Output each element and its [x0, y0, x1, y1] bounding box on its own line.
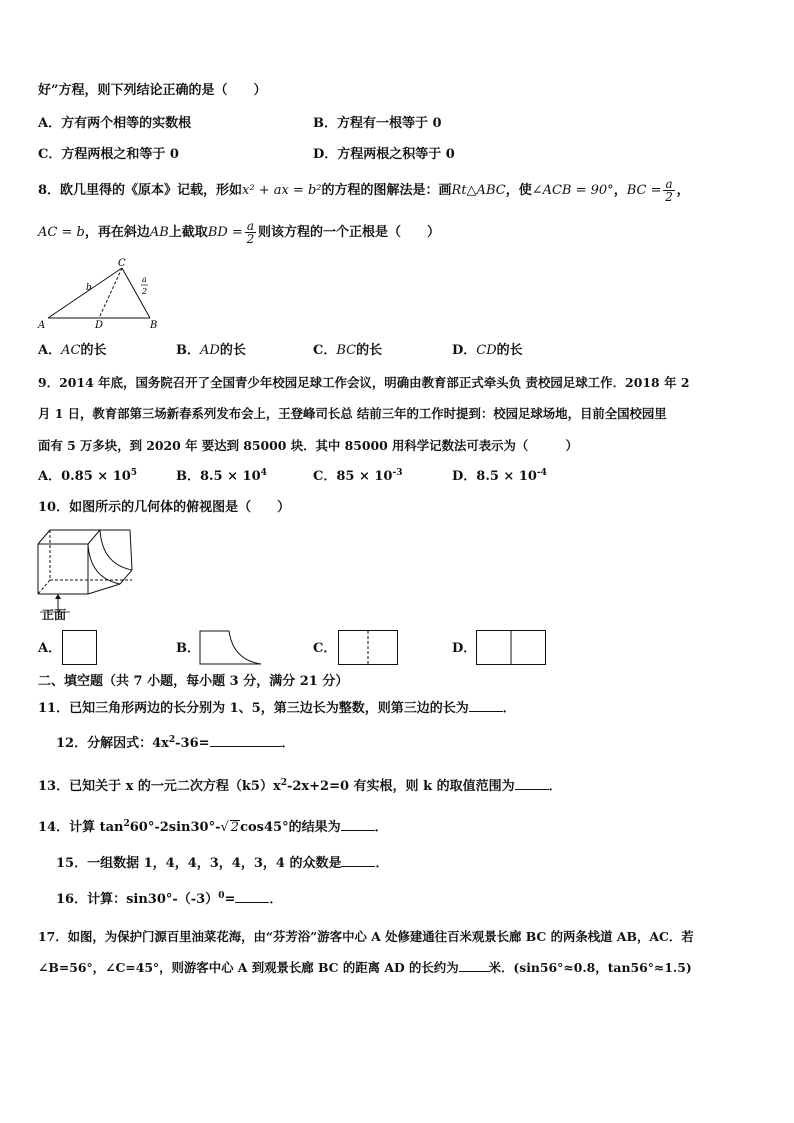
q8-fig-label-b: B	[150, 320, 158, 331]
q7-option-d: D．方程两根之积等于 0	[313, 147, 455, 162]
q10-option-c-label: C．	[313, 641, 337, 656]
q10-stem: 10．如图所示的几何体的俯视图是（ ）	[38, 500, 291, 515]
q14-sup: 2	[123, 819, 130, 829]
q11-text: 11．已知三角形两边的长分别为 1、5，第三边长为整数，则第三边的长为	[38, 701, 469, 716]
q10-option-b-label: B．	[176, 641, 200, 656]
q15	[56, 854, 388, 873]
q12-end: ．	[281, 736, 295, 751]
q16-text: 16．计算：sin30°-（-3）	[56, 892, 219, 907]
q12-sup: 2	[168, 735, 176, 745]
q16	[56, 890, 282, 909]
q16-answer-blank[interactable]	[235, 890, 269, 903]
q8-ac-eq: AC = b	[38, 225, 85, 240]
q14-pre: 14．计算 tan	[38, 820, 124, 835]
q9-opt-c-exp: -3	[392, 468, 403, 478]
q16-end: ．	[269, 892, 283, 907]
q8-opt-b-pre: B．	[176, 343, 200, 358]
q8-line2-take: 上截取	[168, 225, 208, 240]
q8-end1: ，	[676, 183, 690, 198]
q8-opt-c-var: BC	[336, 343, 357, 358]
q8-opt-b-var: AD	[200, 343, 220, 358]
q8-stem-mid: 的方程的图解法是：画	[321, 183, 452, 198]
q9-option-c	[313, 468, 402, 486]
q8-triangle: Rt△ABC	[451, 183, 506, 198]
q8-sep1: ，使	[505, 183, 532, 198]
q8-triangle-figure	[38, 258, 168, 332]
q14	[38, 818, 388, 837]
q9-opt-d-exp: -4	[536, 468, 547, 478]
q12	[56, 734, 295, 753]
q15-end: ．	[375, 856, 389, 871]
q11-answer-blank[interactable]	[469, 699, 503, 712]
q17-line2	[38, 959, 692, 977]
q8-fig-label-d: D	[95, 320, 104, 331]
q13-end: ．	[548, 779, 562, 794]
q9-line3: 面有 5 万多块，到 2020 年 要达到 85000 块．其中 85000 用科学记数法可表示为（ ）	[38, 438, 578, 453]
q8-stem-line2	[38, 220, 440, 246]
q9-opt-b-exp: 4	[260, 468, 267, 478]
q17-line1: 17．如图，为保护门源百里油菜花海，由“芬芳浴”游客中心 A 处修建通往百米观景长廊 BC 的两条栈道 AB，AC．若	[38, 929, 694, 944]
q17-answer-blank[interactable]	[459, 959, 489, 972]
radical-icon: √	[220, 820, 229, 835]
q10-option-b-figure	[199, 630, 265, 666]
q8-bd: BD =	[207, 225, 243, 240]
q10-option-a-figure	[62, 630, 98, 666]
q13-text: 13．已知关于 x 的一元二次方程（k5）x	[38, 779, 281, 794]
q14-answer-blank[interactable]	[341, 818, 375, 831]
q8-opt-a-post: 的长	[80, 343, 107, 358]
q8-option-a	[38, 342, 106, 360]
q8-option-b	[176, 342, 246, 360]
q8-opt-d-post: 的长	[496, 343, 523, 358]
q8-bc: BC =	[626, 183, 662, 198]
q8-opt-b-post: 的长	[219, 343, 246, 358]
q9-opt-b-base: B．8.5 × 10	[176, 469, 261, 484]
section-fill-in-heading: 二、填空题（共 7 小题，每小题 3 分，满分 21 分）	[38, 674, 349, 689]
q8-angle: ∠ACB = 90°	[531, 183, 614, 198]
q7-option-a: A．方有两个相等的实数根	[38, 116, 192, 131]
q9-line1: 9．2014 年底，国务院召开了全国青少年校园足球工作会议，明确由教育部正式牵头负 责校园足球工作．2018 年 2	[38, 375, 690, 390]
q13-rest: -2x+2=0 有实根，则 k 的取值范围为	[286, 779, 515, 794]
q8-fig-label-a: A	[38, 320, 46, 331]
q8-opt-c-post: 的长	[356, 343, 383, 358]
q14-root-value: 2	[230, 820, 240, 835]
q14-post: cos45°的结果为	[240, 820, 341, 835]
q8-fraction-bd	[245, 220, 256, 245]
q15-answer-blank[interactable]	[341, 854, 375, 867]
q13	[38, 777, 562, 796]
q7-option-c: C．方程两根之和等于 0	[38, 147, 179, 162]
q8-frac-den: 2	[665, 190, 673, 204]
q12-rest: -36=	[175, 736, 210, 751]
q8-option-d	[452, 342, 523, 360]
q8-opt-d-pre: D．	[452, 343, 477, 358]
q8-stem-start: 8．欧几里得的《原本》记载，形如	[38, 183, 243, 198]
q9-opt-a-exp: 5	[130, 468, 138, 478]
q8-stem-line1	[38, 178, 690, 204]
q14-mid: 60°-2sin30°-	[129, 820, 221, 835]
q14-end: ．	[374, 820, 388, 835]
q12-answer-blank[interactable]	[210, 734, 282, 747]
q7-stem: 好”方程，则下列结论正确的是（ ）	[38, 83, 267, 98]
q8-bd-frac-den: 2	[246, 232, 255, 246]
q8-frac-num: a	[665, 177, 673, 191]
q17-line2-post: 米．(sin56°≈0.8，tan56°≈1.5)	[488, 960, 692, 975]
q10-option-c-figure	[338, 630, 400, 666]
q17-line2-pre: ∠B=56°，∠C=45°，则游客中心 A 到观景长廊 BC 的距离 AD 的长约为	[38, 960, 459, 975]
q8-sep2: ，	[613, 183, 627, 198]
q8-opt-a-pre: A．	[38, 343, 62, 358]
q9-option-a	[38, 468, 137, 486]
q10-option-d-label: D．	[452, 641, 477, 656]
q8-opt-c-pre: C．	[313, 343, 337, 358]
q8-ab: AB	[149, 225, 169, 240]
q9-opt-d-base: D．8.5 × 10	[452, 469, 537, 484]
q8-fig-label-c: C	[118, 258, 126, 269]
q8-fig-label-two: 2	[142, 287, 148, 296]
q8-fig-label-a-num: a	[142, 275, 147, 284]
q10-option-a-label: A．	[38, 641, 62, 656]
q11	[38, 699, 516, 718]
q9-line2: 月 1 日，教育部第三场新春系列发布会上，王登峰司长总 结前三年的工作时提到：校园足球场地，目前全国校园里	[38, 406, 667, 421]
q8-opt-d-var: CD	[476, 343, 497, 358]
q16-rest: =	[224, 892, 236, 907]
q8-line2-mid: ，再在斜边	[84, 225, 150, 240]
q10-option-d-figure	[476, 630, 548, 666]
q8-fig-label-b-side: b	[86, 283, 92, 293]
q10-front-label: 正面	[42, 608, 67, 622]
q16-sup: 0	[218, 891, 225, 901]
q8-fraction-a-over-2	[663, 178, 674, 203]
q11-end: ．	[502, 701, 516, 716]
q9-opt-c-base: C．85 × 10	[313, 469, 393, 484]
q12-text: 12．分解因式：4x	[56, 736, 169, 751]
q13-answer-blank[interactable]	[515, 777, 549, 790]
q9-option-d	[452, 468, 547, 486]
q8-bd-frac-num: a	[246, 219, 254, 233]
q9-option-b	[176, 468, 267, 486]
q8-line2-end: 则该方程的一个正根是（ ）	[257, 225, 440, 240]
q8-equation: x² + ax = b²	[242, 183, 322, 198]
q7-option-b: B．方程有一根等于 0	[313, 116, 442, 131]
q8-option-c	[313, 342, 382, 360]
q8-opt-a-var: AC	[61, 343, 81, 358]
q15-text: 15．一组数据 1，4，4，3，4，3，4 的众数是	[56, 856, 342, 871]
q9-opt-a-base: A．0.85 × 10	[38, 469, 131, 484]
q13-sup: 2	[280, 778, 287, 788]
